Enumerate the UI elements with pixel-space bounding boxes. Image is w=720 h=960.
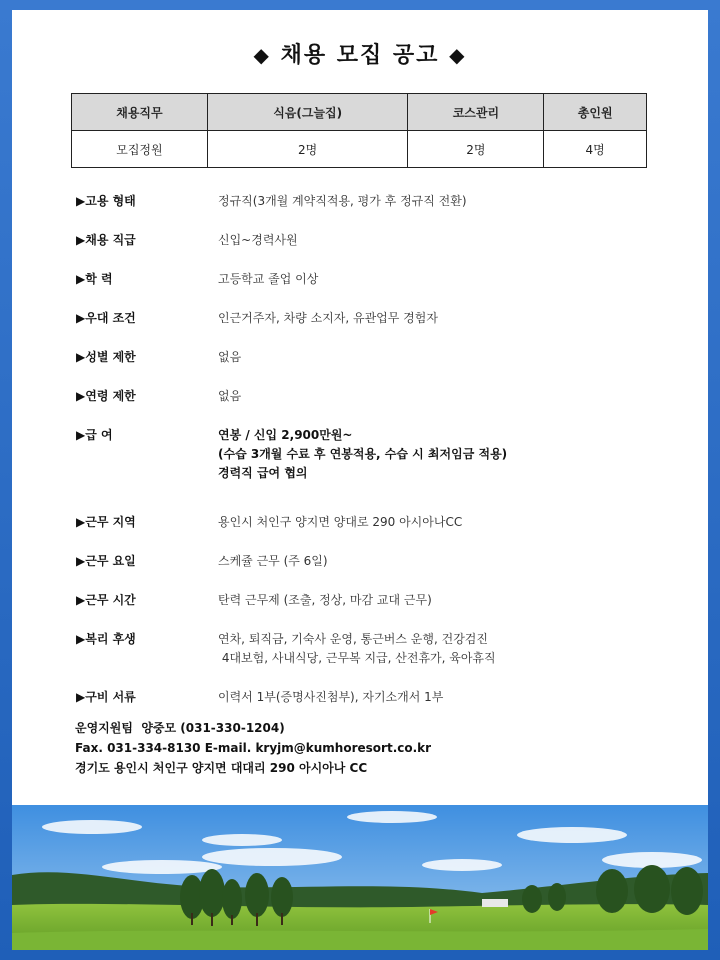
recruitment-notice [12,10,708,950]
detail-value: 신입~경력사원 [218,233,298,247]
detail-line: 연차, 퇴직금, 기숙사 운영, 통근버스 운행, 건강검진 [218,632,488,646]
detail-label: ▶연령 제한 [76,389,136,403]
detail-label: ▶채용 직급 [76,233,136,247]
detail-value [218,630,678,668]
table-cell: 2명 [207,131,408,168]
title-text: 채용 모집 공고 [280,43,440,68]
table-row [72,131,647,168]
table-header-row [72,94,647,131]
detail-label: ▶급 여 [76,428,113,442]
detail-line: (수습 3개월 수료 후 연봉적용, 수습 시 최저임금 적용) [218,447,508,461]
detail-line: 경력직 급여 협의 [218,466,308,480]
detail-label: ▶근무 지역 [76,515,136,529]
detail-line: 4대보험, 사내식당, 근무복 지급, 산전휴가, 육아휴직 [218,651,496,665]
diamond-icon: ◆ [253,43,271,67]
detail-label: ▶고용 형태 [76,194,136,208]
detail-value [218,426,678,483]
detail-value: 없음 [218,350,242,364]
table-header-cell: 채용직무 [72,94,208,131]
golf-course-photo [12,805,708,950]
detail-label: ▶우대 조건 [76,311,136,325]
detail-label: ▶근무 요일 [76,554,136,568]
detail-label: ▶성별 제한 [76,350,136,364]
detail-value: 이력서 1부(증명사진첨부), 자기소개서 1부 [218,690,444,704]
detail-value: 고등학교 졸업 이상 [218,272,319,286]
detail-label: ▶근무 시간 [76,593,136,607]
page-title [12,38,708,69]
contact-fax-email: Fax. 031-334-8130 E-mail. kryjm@kumhoresort.co.kr [75,741,432,755]
detail-value: 용인시 처인구 양지면 양대로 290 아시아나CC [218,515,463,529]
detail-value: 없음 [218,389,242,403]
detail-label: ▶구비 서류 [76,690,136,704]
table-row-label: 모집정원 [72,131,208,168]
detail-label: ▶학 력 [76,272,113,286]
table-header-cell: 총인원 [544,94,647,131]
table-cell: 2명 [408,131,544,168]
table-cell: 4명 [544,131,647,168]
detail-value: 탄력 근무제 (조출, 정상, 마감 교대 근무) [218,593,432,607]
detail-value: 스케쥴 근무 (주 6일) [218,554,328,568]
detail-value: 인근거주자, 차량 소지자, 유관업무 경험자 [218,311,438,325]
detail-label: ▶복리 후생 [76,632,136,646]
contact-address: 경기도 용인시 처인구 양지면 대대리 290 아시아나 CC [75,761,368,775]
contact-info [75,718,431,778]
detail-line: 연봉 / 신입 2,900만원~ [218,428,353,442]
diamond-icon: ◆ [449,43,467,67]
golf-course-illustration [12,805,708,950]
positions-table [71,93,647,168]
contact-person: 운영지원팀 양중모 (031-330-1204) [75,721,285,735]
table-header-cell: 식음(그늘집) [207,94,408,131]
detail-value: 정규직(3개월 계약직적용, 평가 후 정규직 전환) [218,194,467,208]
table-header-cell: 코스관리 [408,94,544,131]
